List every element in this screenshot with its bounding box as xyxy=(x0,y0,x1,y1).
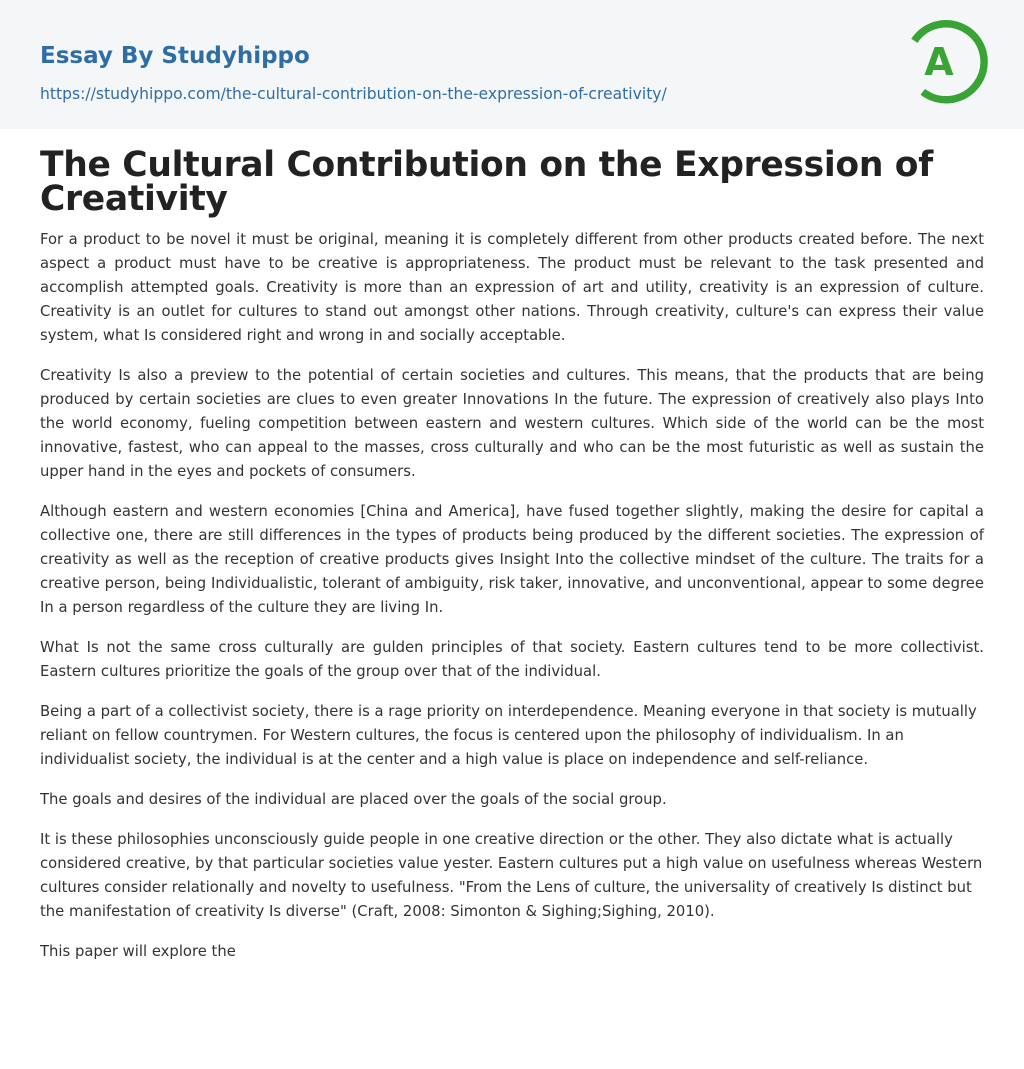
essay-title: The Cultural Contribution on the Expression of Creativity xyxy=(40,145,933,219)
logo-letter: A xyxy=(924,40,954,84)
brand-title[interactable]: Essay By Studyhippo xyxy=(40,43,310,69)
essay-paragraph: Creativity Is also a preview to the potential of certain societies and cultures. This means, that the products that are being produced by certain societies are clues to even greater Innovations In the future. The expression of creatively also plays Into the world economy, fueling competition between eastern and western cultures. Which side of the world can be the most innovative, fastest, who can appeal to the masses, cross culturally and who can be the most futuristic as well as sustain the upper hand in the eyes and pockets of consumers. xyxy=(40,367,984,480)
essay-paragraph: For a product to be novel it must be original, meaning it is completely different from other products created before. The next aspect a product must have to be creative is appropriateness. The product must be relevant to the task presented and accomplish attempted goals. Creativity is more than an expression of art and utility, creativity is an expression of culture. Creativity is an outlet for cultures to stand out amongst other nations. Through creativity, culture's can express their value system, what Is considered right and wrong in and socially acceptable. xyxy=(40,231,984,344)
letter-a-logo-icon xyxy=(898,17,988,107)
site-logo[interactable] xyxy=(898,17,988,107)
essay-paragraph: What Is not the same cross culturally are gulden principles of that society. Eastern cultures tend to be more collectivist. Eastern cultures prioritize the goals of the group over that of the individual. xyxy=(40,639,984,680)
essay-paragraph: This paper will explore the xyxy=(40,943,236,960)
essay-url-link[interactable]: https://studyhippo.com/the-cultural-contribution-on-the-expression-of-creativity/ xyxy=(40,85,667,103)
site-header xyxy=(0,0,1024,129)
essay-paragraph: Although eastern and western economies [China and America], have fused together slightly, making the desire for capital a collective one, there are still differences in the types of products being produced by the different societies. The expression of creativity as well as the reception of creative products gives Insight Into the collective mindset of the culture. The traits for a creative person, being Individualistic, tolerant of ambiguity, risk taker, innovative, and unconventional, appear to some degree In a person regardless of the culture they are living In. xyxy=(40,503,984,616)
essay-paragraph: The goals and desires of the individual are placed over the goals of the social group. xyxy=(40,791,667,808)
essay-body xyxy=(40,228,984,980)
essay-paragraph: It is these philosophies unconsciously guide people in one creative direction or the other. They also dictate what is actually considered creative, by that particular societies value yester. Eastern cultures put a high value on usefulness whereas Western cultures consider relationally and novelty to usefulness. "From the Lens of culture, the universality of creatively Is distinct but the manifestation of creativity Is diverse" (Craft, 2008: Simonton & Sighing;Sighing, 2010). xyxy=(40,831,983,920)
essay-paragraph: Being a part of a collectivist society, there is a rage priority on interdependence. Meaning everyone in that society is mutually reliant on fellow countrymen. For Western cultures, the focus is centered upon the philosophy of individualism. In an individualist society, the individual is at the center and a high value is place on independence and self-reliance. xyxy=(40,703,977,768)
